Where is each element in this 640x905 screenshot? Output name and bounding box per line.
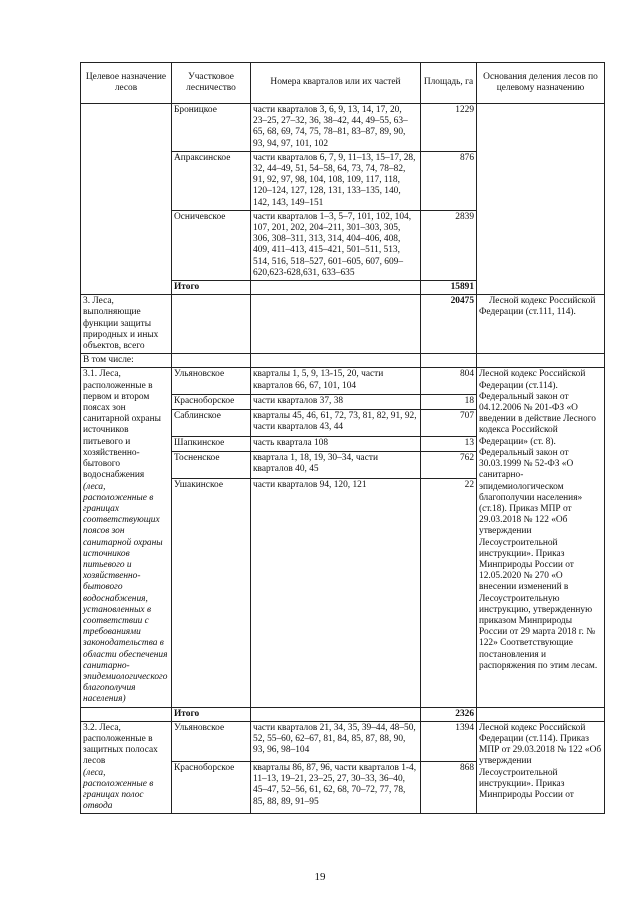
quarters-cell: часть квартала 108 (251, 436, 421, 451)
empty-cell (251, 295, 421, 354)
area-cell: 876 (421, 151, 477, 210)
purpose-cell-empty (81, 281, 172, 295)
header-quarters: Номера кварталов или их частей (251, 63, 421, 104)
section-32-basis: Лесной кодекс Российской Федерации (ст.114). Приказ МПР от 29.03.2018 № 122 «Об утверждении Лесоустроительной инструкции». Приказ Минприроды России от (477, 721, 605, 814)
section-31-purpose-italic: (леса, расположенные в границах соответствующих поясов зон санитарной охраны источников питьевого и хозяйственно-бытового водоснабжения, установленных в соответствии с требованиями законодательства в области обеспечения санитарно-эпидемиологического благополучия населения) (83, 481, 168, 705)
quarters-cell: части кварталов 21, 34, 35, 39–44, 48–50, 52, 55–60, 62–67, 81, 84, 85, 87, 88, 90, 93, 96, 98–104 (251, 721, 421, 761)
area-cell: 707 (421, 410, 477, 437)
header-basis: Основания деления лесов по целевому назначению (477, 63, 605, 104)
area-cell: 1229 (421, 104, 477, 152)
empty-cell (251, 354, 421, 368)
table-header-row (81, 63, 605, 104)
quarters-cell: кварталы 45, 46, 61, 72, 73, 81, 82, 91, 92, части кварталов 43, 44 (251, 410, 421, 437)
forestry-cell: Осничевское (172, 210, 251, 280)
forestry-cell: Ушакинское (172, 478, 251, 707)
total-row (81, 707, 605, 721)
total-quarters-empty (251, 281, 421, 295)
empty-cell (421, 354, 477, 368)
section-32-purpose (81, 721, 172, 814)
quarters-cell: квартала 1, 18, 19, 30–34, части кварталов 40, 45 (251, 451, 421, 478)
section-31-purpose (81, 368, 172, 707)
forestry-cell: Красноборское (172, 761, 251, 813)
including-row (81, 354, 605, 368)
header-forestry: Участковое лесничество (172, 63, 251, 104)
section-3-basis: Лесной кодекс Российской Федерации (ст.111, 114). (477, 295, 605, 354)
area-cell: 762 (421, 451, 477, 478)
section-31-basis: Лесной кодекс Российской Федерации (ст.114). Федеральный закон от 04.12.2006 № 201-ФЗ «О введении в действие Лесного кодекса Российской Федерации» (ст. 8). Федеральный закон от 30.03.1999 № 52-ФЗ «О санитарно-эпидемиологическом благополучии населения» (ст.18). Приказ МПР от 29.03.2018 № 122 «Об утверждении Лесоустроительной инструкции». Приказ Минприроды России от 12.05.2020 № 270 «О внесении изменений в Лесоустроительную инструкцию, утвержденную приказом Минприроды России от 29 марта 2018 г. № 122» Соответствующие постановления и распоряжения по этим лесам. (477, 368, 605, 707)
section-3-area: 20475 (421, 295, 477, 354)
table-row (81, 104, 605, 152)
quarters-cell: кварталы 1, 5, 9, 13-15, 20, части кварталов 66, 67, 101, 104 (251, 368, 421, 395)
area-cell: 804 (421, 368, 477, 395)
section-3-row (81, 295, 605, 354)
quarters-cell: части кварталов 3, 6, 9, 13, 14, 17, 20, 23–25, 27–32, 36, 38–42, 44, 49–55, 63–65, 68, 69, 74, 75, 78–81, 83–87, 89, 90, 93, 94, 97, 101, 102 (251, 104, 421, 152)
empty-cell (477, 354, 605, 368)
empty-cell (477, 707, 605, 721)
forestry-cell: Шапкинское (172, 436, 251, 451)
quarters-cell: части кварталов 6, 7, 9, 11–13, 15–17, 28, 32, 44–49, 51, 54–58, 64, 73, 74, 78–82, 91, 92, 97, 98, 104, 108, 109, 117, 118, 120–124, 127, 128, 131, 133–135, 140, 142, 143, 149–151 (251, 151, 421, 210)
empty-cell (172, 295, 251, 354)
quarters-cell: части кварталов 1–3, 5–7, 101, 102, 104, 107, 201, 202, 204–211, 301–303, 305, 306, 308–311, 313, 314, 404–406, 408, 409, 411–413, 415–421, 501–511, 513, 514, 516, 518–527, 601–605, 607, 609–620,623-628,631, 633–635 (251, 210, 421, 280)
forest-purpose-table (80, 62, 605, 814)
section-32-purpose-text: 3.2. Леса, расположенные в защитных полосах лесов (83, 722, 158, 767)
forestry-cell: Ульяновское (172, 721, 251, 761)
table-row (81, 721, 605, 761)
purpose-cell-continued (81, 104, 172, 281)
basis-cell-continued (477, 104, 605, 295)
empty-cell (251, 707, 421, 721)
quarters-cell: части кварталов 37, 38 (251, 395, 421, 410)
forestry-cell: Саблинское (172, 410, 251, 437)
header-area: Площадь, га (421, 63, 477, 104)
page-number: 19 (314, 871, 326, 883)
total-label: Итого (172, 707, 251, 721)
table-row (81, 368, 605, 395)
section-32-purpose-italic: (леса, расположенные в границах полос отвода (83, 767, 154, 812)
total-label: Итого (172, 281, 251, 295)
including-label: В том числе: (81, 354, 172, 368)
area-cell: 2839 (421, 210, 477, 280)
total-value: 15891 (421, 281, 477, 295)
area-cell: 22 (421, 478, 477, 707)
empty-cell (81, 707, 172, 721)
total-value: 2326 (421, 707, 477, 721)
forestry-cell: Тосненское (172, 451, 251, 478)
area-cell: 868 (421, 761, 477, 813)
quarters-cell: кварталы 86, 87, 96, части кварталов 1-4, 11–13, 19–21, 23–25, 27, 30–33, 36–40, 45–47, 52–56, 61, 62, 68, 70–72, 77, 78, 85, 88, 89, 91–95 (251, 761, 421, 813)
quarters-cell: части кварталов 94, 120, 121 (251, 478, 421, 707)
area-cell: 18 (421, 395, 477, 410)
forestry-cell: Броницкое (172, 104, 251, 152)
forestry-cell: Апраксинское (172, 151, 251, 210)
section-31-purpose-text: 3.1. Леса, расположенные в первом и втором поясах зон санитарной охраны источников питьевого и хозяйственно-бытового водоснабжения (83, 369, 161, 481)
area-cell: 1394 (421, 721, 477, 761)
forestry-cell: Ульяновское (172, 368, 251, 395)
section-3-purpose: 3. Леса, выполняющие функции защиты природных и иных объектов, всего (81, 295, 172, 354)
forestry-cell: Красноборское (172, 395, 251, 410)
empty-cell (172, 354, 251, 368)
header-purpose: Целевое назначение лесов (81, 63, 172, 104)
area-cell: 13 (421, 436, 477, 451)
